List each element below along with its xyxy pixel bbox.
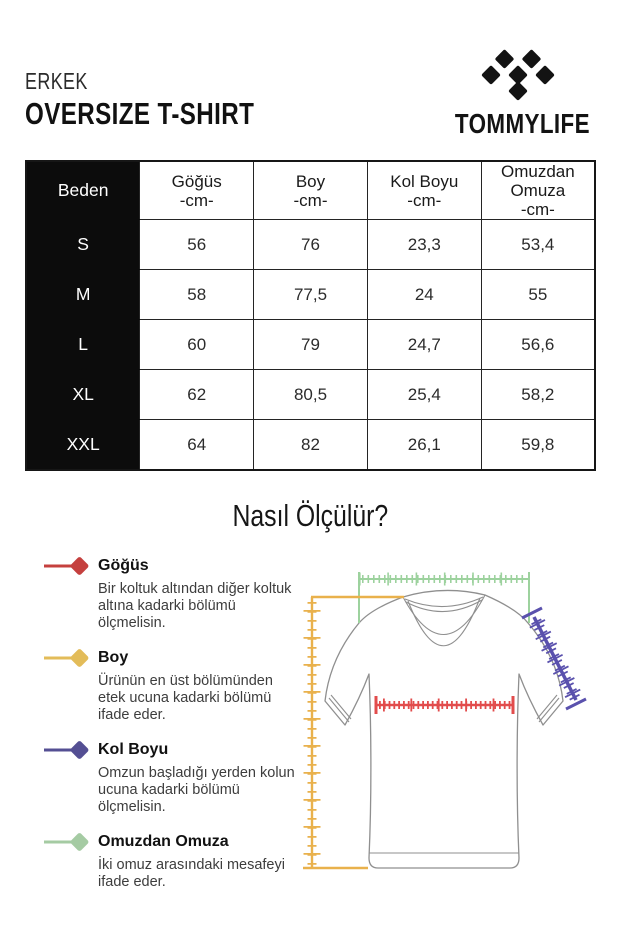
size-cell: L [26, 320, 140, 370]
measure-legend [44, 553, 306, 904]
tshirt-outline [325, 590, 563, 868]
value-cell: 80,5 [254, 370, 368, 420]
table-row [26, 220, 595, 270]
how-to-measure-title: Nasıl Ölçülür? [232, 498, 388, 533]
tshirt-diagram [300, 540, 620, 930]
column-unit: -cm- [407, 190, 442, 210]
legend-item-description: Bir koltuk altından diğer koltuk altına kadarki bölümü ölçmelisin. [98, 581, 292, 631]
legend-item-description: Ürünün en üst bölümünden etek ucuna kadarki bölümü ifade eder. [98, 673, 273, 723]
tommylife-diamonds-icon [471, 46, 565, 106]
value-cell: 24 [367, 270, 481, 320]
legend-item-title: Kol Boyu [98, 741, 169, 758]
value-cell: 76 [254, 220, 368, 270]
value-cell: 23,3 [367, 220, 481, 270]
value-cell: 82 [254, 420, 368, 471]
value-cell: 56 [140, 220, 254, 270]
size-cell: M [26, 270, 140, 320]
legend-item-title: Göğüs [98, 557, 149, 574]
value-cell: 59,8 [481, 420, 595, 471]
value-cell: 58,2 [481, 370, 595, 420]
brand-logo [438, 46, 598, 140]
column-unit: -cm- [179, 190, 214, 210]
shoulder-measure-diamond-icon [44, 829, 90, 855]
column-unit: -cm- [293, 190, 328, 210]
column-header-shoulder: Omuzdan Omuza -cm- [481, 161, 595, 220]
column-header-chest: Göğüs -cm- [140, 161, 254, 220]
table-header-row [26, 161, 595, 220]
size-table [25, 160, 596, 471]
brand-name: TOMMYLIFE [454, 108, 590, 139]
value-cell: 77,5 [254, 270, 368, 320]
legend-item-shoulder [44, 829, 306, 891]
value-cell: 26,1 [367, 420, 481, 471]
value-cell: 24,7 [367, 320, 481, 370]
value-cell: 64 [140, 420, 254, 471]
legend-item-title: Boy [98, 649, 129, 666]
table-row [26, 320, 595, 370]
legend-item-length [44, 645, 306, 724]
length-measure-diamond-icon [44, 645, 90, 671]
sleeve-measure-diamond-icon [44, 737, 90, 763]
value-cell: 25,4 [367, 370, 481, 420]
value-cell: 56,6 [481, 320, 595, 370]
value-cell: 62 [140, 370, 254, 420]
legend-item-title: Omuzdan Omuza [98, 833, 229, 850]
value-cell: 58 [140, 270, 254, 320]
page-title: OVERSIZE T-SHIRT [25, 96, 255, 131]
size-cell: XL [26, 370, 140, 420]
legend-item-chest [44, 553, 306, 632]
legend-item-description: İki omuz arasındaki mesafeyi ifade eder. [98, 857, 285, 890]
value-cell: 53,4 [481, 220, 595, 270]
value-cell: 60 [140, 320, 254, 370]
category-label: ERKEK [25, 68, 88, 94]
size-cell: S [26, 220, 140, 270]
value-cell: 55 [481, 270, 595, 320]
column-header-sleeve: Kol Boyu -cm- [367, 161, 481, 220]
legend-item-description: Omzun başladığı yerden kolun ucuna kadarki bölümü ölçmelisin. [98, 765, 295, 815]
table-row [26, 420, 595, 471]
chest-measure-diamond-icon [44, 553, 90, 579]
column-header-length: Boy -cm- [254, 161, 368, 220]
column-unit: -cm- [520, 200, 555, 220]
table-row [26, 270, 595, 320]
legend-item-sleeve [44, 737, 306, 816]
size-cell: XXL [26, 420, 140, 471]
value-cell: 79 [254, 320, 368, 370]
table-row [26, 370, 595, 420]
size-column-header: Beden [26, 161, 140, 220]
